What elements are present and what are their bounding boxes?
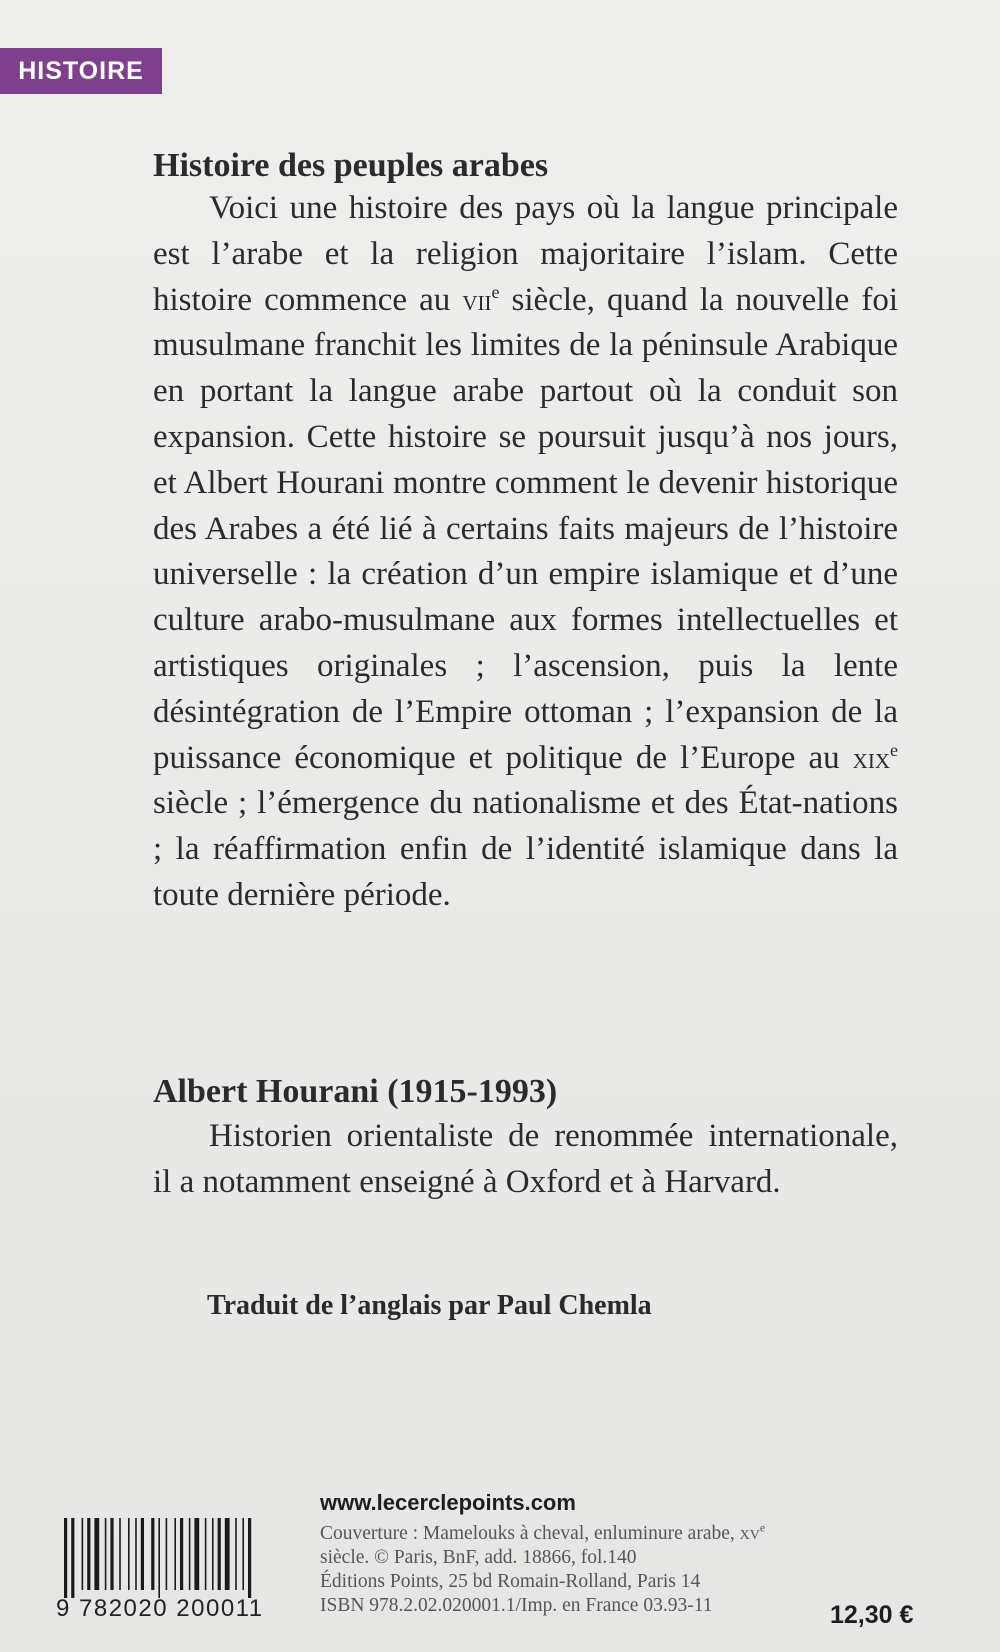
barcode-bar (194, 1518, 199, 1590)
barcode-bar (205, 1518, 207, 1590)
book-description (153, 186, 898, 919)
century-roman: vii (462, 283, 492, 317)
barcode-icon (60, 1518, 300, 1598)
century-roman: xv (739, 1523, 760, 1544)
barcode-bar (82, 1518, 84, 1590)
author-heading: Albert Hourani (1915-1993) (153, 1073, 558, 1110)
barcode-bar (71, 1518, 74, 1598)
century-roman: xix (852, 741, 890, 775)
cover-credit-line (320, 1522, 800, 1570)
barcode-bar (128, 1518, 130, 1590)
barcode-bar (212, 1518, 214, 1590)
century-suffix: e (890, 739, 898, 760)
series-label: HISTOIRE (0, 48, 162, 94)
barcode-bar (174, 1518, 176, 1590)
barcode-bar (166, 1518, 168, 1590)
barcode-bar (218, 1518, 221, 1590)
price: 12,30 € (830, 1601, 914, 1629)
description-part-3: siècle ; l’émergence du nationalisme et des État-nations ; la réaffirmation enfin de l’identité islamique dans la toute dernière période. (153, 785, 898, 913)
isbn-line: ISBN 978.2.02.020001.1/Imp. en France 03.93-11 (320, 1595, 713, 1616)
barcode-bar (141, 1518, 144, 1590)
century-suffix: e (491, 281, 500, 302)
book-title: Histoire des peuples arabes (153, 147, 549, 184)
barcode-bar (180, 1518, 183, 1590)
publisher-website: www.lecerclepoints.com (320, 1490, 576, 1515)
description-part-2: siècle, quand la nouvelle foi musulmane franchit les limites de la péninsule Arabique en portant la langue arabe partout où la conduit son expansion. Cette histoire se poursuit jusqu’à nos jours, et Albert Hourani montre comment le devenir historique des Arabes a été lié à certains faits majeurs de l’histoire universelle : la création d’un empire islamique et d’une culture arabo-musulmane aux formes intellectuelles et artistiques originales ; l’ascension, puis la lente désintégration de l’Empire ottoman ; l’expansion de la puissance économique et politique de l’Europe au (153, 281, 898, 776)
barcode-bar (105, 1518, 107, 1590)
cover-credit-suffix: siècle. © Paris, BnF, add. 18866, fol.140 (320, 1547, 637, 1568)
translator-credit: Traduit de l’anglais par Paul Chemla (207, 1290, 652, 1321)
cover-credit-prefix: Couverture : Mamelouks à cheval, enluminure arabe, (320, 1523, 740, 1544)
barcode-digits: 9 782020 200011 (56, 1595, 264, 1622)
barcode-bar (158, 1518, 160, 1598)
barcode-bar (189, 1518, 191, 1590)
barcode-bar (135, 1518, 137, 1590)
barcode-bar (248, 1518, 251, 1598)
barcode-bar (64, 1518, 67, 1598)
barcode-bar (242, 1518, 244, 1590)
barcode-bar (119, 1518, 121, 1590)
author-section (153, 1072, 898, 1206)
description-part-1: Voici une histoire des pays où la langue principale est l’arabe et la religion majoritaire l’islam. Cette histoire commence au (153, 190, 898, 318)
barcode-bar (87, 1518, 90, 1590)
barcode-bar (110, 1518, 113, 1590)
barcode-bar (151, 1518, 154, 1590)
barcode-bar (225, 1518, 230, 1590)
barcode-bar (235, 1518, 237, 1590)
cover-credits (320, 1522, 800, 1618)
book-summary (153, 146, 898, 919)
author-bio: Historien orientaliste de renommée internationale, il a notamment enseigné à Oxford et à Harvard. (153, 1118, 898, 1200)
century-suffix: e (759, 1520, 766, 1535)
barcode-bar (94, 1518, 99, 1590)
publisher-address: Éditions Points, 25 bd Romain-Rolland, Paris 14 (320, 1571, 701, 1592)
